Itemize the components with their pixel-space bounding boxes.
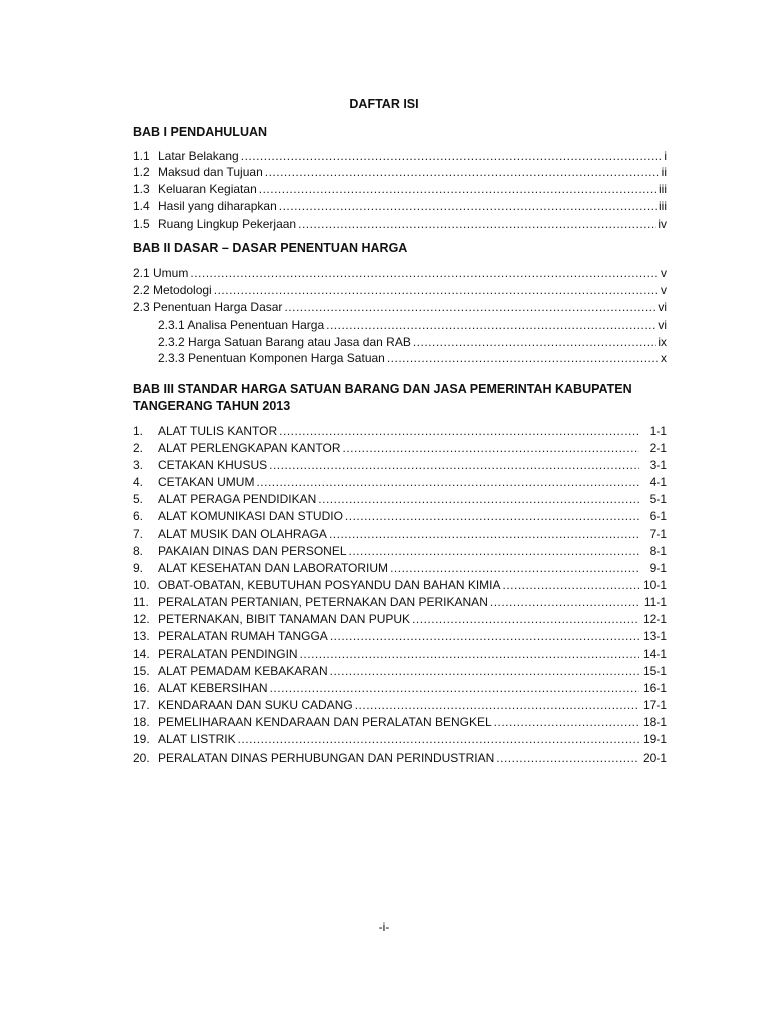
entry-page: 5-1 bbox=[649, 492, 667, 506]
entry-label: PAKAIAN DINAS DAN PERSONEL bbox=[158, 544, 347, 558]
entry-label: OBAT-OBATAN, KEBUTUHAN POSYANDU DAN BAHAN KIMIA bbox=[158, 578, 501, 592]
toc-entry[interactable] bbox=[133, 663, 667, 679]
entry-page: iv bbox=[658, 217, 667, 231]
leader-dots bbox=[496, 750, 639, 766]
entry-page: 13-1 bbox=[642, 629, 667, 643]
entry-label: PEMELIHARAAN KENDARAAN DAN PERALATAN BENGKEL bbox=[158, 715, 492, 729]
entry-label: KENDARAAN DAN SUKU CADANG bbox=[158, 698, 353, 712]
entry-page: ix bbox=[658, 335, 667, 349]
toc-entry[interactable] bbox=[133, 299, 667, 315]
leader-dots bbox=[412, 611, 639, 627]
entry-page: 9-1 bbox=[649, 561, 667, 575]
entry-number: 2. bbox=[133, 441, 144, 455]
entry-label: ALAT KESEHATAN DAN LABORATORIUM bbox=[158, 561, 389, 575]
leader-dots bbox=[300, 646, 639, 662]
leader-dots bbox=[490, 594, 639, 610]
entry-page: 20-1 bbox=[642, 751, 667, 765]
entry-number: 3. bbox=[133, 458, 144, 472]
entry-page: 8-1 bbox=[649, 544, 667, 558]
entry-label: Ruang Lingkup Pekerjaan bbox=[158, 217, 297, 231]
entry-number: 9. bbox=[133, 561, 144, 575]
entry-page: 12-1 bbox=[642, 612, 667, 626]
entry-page: 11-1 bbox=[643, 595, 667, 609]
entry-page: 15-1 bbox=[642, 664, 667, 678]
entry-page: 1-1 bbox=[649, 424, 667, 438]
leader-dots bbox=[241, 148, 663, 164]
toc-subentry[interactable] bbox=[158, 350, 667, 366]
toc-entry[interactable] bbox=[133, 750, 667, 766]
toc-entry[interactable] bbox=[133, 440, 667, 456]
entry-number: 15. bbox=[133, 664, 150, 678]
entry-label: CETAKAN KHUSUS bbox=[158, 458, 268, 472]
toc-entry[interactable] bbox=[133, 526, 667, 542]
leader-dots bbox=[318, 491, 639, 507]
entry-page: v bbox=[661, 283, 667, 297]
entry-label: 2.2 Metodologi bbox=[133, 283, 212, 297]
page-number-footer: -i- bbox=[378, 920, 390, 934]
leader-dots bbox=[214, 282, 659, 298]
leader-dots bbox=[329, 526, 639, 542]
toc-entry[interactable] bbox=[133, 543, 667, 559]
entry-number: 1. bbox=[133, 424, 144, 438]
entry-page: iii bbox=[659, 199, 667, 213]
leader-dots bbox=[269, 457, 639, 473]
entry-page: iii bbox=[659, 182, 667, 196]
entry-page: 2-1 bbox=[649, 441, 667, 455]
bab1-heading: BAB I PENDAHULUAN bbox=[133, 125, 268, 139]
toc-entry[interactable] bbox=[133, 680, 667, 696]
entry-label: PERALATAN PERTANIAN, PETERNAKAN DAN PERIKANAN bbox=[158, 595, 488, 609]
toc-entry[interactable] bbox=[133, 474, 667, 490]
entry-label: ALAT TULIS KANTOR bbox=[158, 424, 278, 438]
entry-number: 10. bbox=[133, 578, 150, 592]
toc-entry[interactable] bbox=[133, 628, 667, 644]
entry-page: 4-1 bbox=[649, 475, 667, 489]
entry-page: 6-1 bbox=[649, 509, 667, 523]
page-title: DAFTAR ISI bbox=[349, 97, 419, 111]
entry-label: 2.3 Penentuan Harga Dasar bbox=[133, 300, 283, 314]
leader-dots bbox=[190, 265, 659, 281]
toc-entry[interactable] bbox=[133, 508, 667, 524]
toc-entry[interactable] bbox=[133, 491, 667, 507]
toc-entry[interactable] bbox=[133, 457, 667, 473]
entry-number: 18. bbox=[133, 715, 150, 729]
entry-label: 2.1 Umum bbox=[133, 266, 189, 280]
leader-dots bbox=[238, 731, 639, 747]
entry-number: 5. bbox=[133, 492, 144, 506]
entry-page: i bbox=[664, 149, 667, 163]
entry-number: 20. bbox=[133, 751, 150, 765]
leader-dots bbox=[355, 697, 639, 713]
leader-dots bbox=[387, 350, 659, 366]
leader-dots bbox=[413, 334, 656, 350]
entry-label: Maksud dan Tujuan bbox=[158, 165, 263, 179]
toc-entry[interactable] bbox=[133, 423, 667, 439]
entry-label: PERALATAN RUMAH TANGGA bbox=[158, 629, 328, 643]
entry-label: ALAT PEMADAM KEBAKARAN bbox=[158, 664, 328, 678]
toc-entry[interactable] bbox=[133, 181, 667, 197]
toc-entry[interactable] bbox=[133, 594, 667, 610]
toc-entry[interactable] bbox=[133, 577, 667, 593]
entry-number: 11. bbox=[133, 595, 149, 609]
bab3-heading-line1: BAB III STANDAR HARGA SATUAN BARANG DAN JASA PEMERINTAH KABUPATEN bbox=[133, 382, 632, 396]
entry-label: ALAT KOMUNIKASI DAN STUDIO bbox=[158, 509, 343, 523]
entry-number: 13. bbox=[133, 629, 150, 643]
leader-dots bbox=[390, 560, 639, 576]
leader-dots bbox=[330, 663, 639, 679]
entry-number: 16. bbox=[133, 681, 150, 695]
entry-label: ALAT KEBERSIHAN bbox=[158, 681, 268, 695]
entry-page: 10-1 bbox=[642, 578, 667, 592]
entry-page: v bbox=[661, 266, 667, 280]
entry-number: 14. bbox=[133, 647, 150, 661]
leader-dots bbox=[494, 714, 639, 730]
entry-label: 2.3.2 Harga Satuan Barang atau Jasa dan RAB bbox=[158, 335, 411, 349]
entry-label: Latar Belakang bbox=[158, 149, 239, 163]
entry-label: Keluaran Kegiatan bbox=[158, 182, 257, 196]
entry-number: 8. bbox=[133, 544, 144, 558]
toc-entry[interactable] bbox=[133, 164, 667, 180]
bab2-heading: BAB II DASAR – DASAR PENENTUAN HARGA bbox=[133, 241, 408, 255]
entry-page: 7-1 bbox=[649, 527, 667, 541]
entry-page: ii bbox=[661, 165, 667, 179]
leader-dots bbox=[279, 423, 639, 439]
toc-entry[interactable] bbox=[133, 697, 667, 713]
toc-entry[interactable] bbox=[133, 560, 667, 576]
leader-dots bbox=[284, 299, 656, 315]
entry-label: Hasil yang diharapkan bbox=[158, 199, 277, 213]
toc-entry[interactable] bbox=[133, 216, 667, 232]
entry-label: PERALATAN DINAS PERHUBUNGAN DAN PERINDUSTRIAN bbox=[158, 751, 495, 765]
entry-page: 3-1 bbox=[649, 458, 667, 472]
toc-entry[interactable] bbox=[133, 731, 667, 747]
entry-page: 19-1 bbox=[642, 732, 667, 746]
leader-dots bbox=[326, 317, 656, 333]
entry-number: 6. bbox=[133, 509, 144, 523]
entry-label: ALAT MUSIK DAN OLAHRAGA bbox=[158, 527, 327, 541]
entry-page: x bbox=[661, 351, 667, 365]
entry-label: ALAT PERLENGKAPAN KANTOR bbox=[158, 441, 341, 455]
entry-number: 1.2 bbox=[133, 165, 150, 179]
toc-entry[interactable] bbox=[133, 265, 667, 281]
leader-dots bbox=[349, 543, 640, 559]
entry-number: 4. bbox=[133, 475, 144, 489]
leader-dots bbox=[265, 164, 660, 180]
leader-dots bbox=[330, 628, 639, 644]
entry-page: 16-1 bbox=[642, 681, 667, 695]
leader-dots bbox=[298, 216, 656, 232]
leader-dots bbox=[345, 508, 639, 524]
entry-number: 1.5 bbox=[133, 217, 150, 231]
entry-page: vi bbox=[658, 318, 667, 332]
toc-entry[interactable] bbox=[133, 198, 667, 214]
bab3-heading-line2: TANGERANG TAHUN 2013 bbox=[133, 399, 291, 413]
entry-page: 17-1 bbox=[642, 698, 667, 712]
entry-label: PERALATAN PENDINGIN bbox=[158, 647, 298, 661]
entry-label: PETERNAKAN, BIBIT TANAMAN DAN PUPUK bbox=[158, 612, 411, 626]
leader-dots bbox=[259, 181, 657, 197]
toc-entry[interactable] bbox=[133, 148, 667, 164]
toc-entry[interactable] bbox=[133, 611, 667, 627]
leader-dots bbox=[503, 577, 640, 593]
entry-label: CETAKAN UMUM bbox=[158, 475, 255, 489]
toc-subentry[interactable] bbox=[158, 317, 667, 333]
toc-entry[interactable] bbox=[133, 282, 667, 298]
bab3-heading bbox=[133, 381, 673, 415]
entry-number: 12. bbox=[133, 612, 150, 626]
leader-dots bbox=[279, 198, 657, 214]
toc-subentry[interactable] bbox=[158, 334, 667, 350]
entry-number: 19. bbox=[133, 732, 150, 746]
leader-dots bbox=[256, 474, 639, 490]
entry-number: 1.1 bbox=[133, 149, 150, 163]
toc-entry[interactable] bbox=[133, 646, 667, 662]
entry-number: 17. bbox=[133, 698, 150, 712]
leader-dots bbox=[343, 440, 639, 456]
entry-label: ALAT LISTRIK bbox=[158, 732, 236, 746]
toc-entry[interactable] bbox=[133, 714, 667, 730]
entry-page: vi bbox=[658, 300, 667, 314]
leader-dots bbox=[270, 680, 639, 696]
entry-number: 1.3 bbox=[133, 182, 150, 196]
entry-number: 1.4 bbox=[133, 199, 150, 213]
entry-label: 2.3.1 Analisa Penentuan Harga bbox=[158, 318, 325, 332]
entry-page: 14-1 bbox=[642, 647, 667, 661]
entry-page: 18-1 bbox=[642, 715, 667, 729]
entry-label: ALAT PERAGA PENDIDIKAN bbox=[158, 492, 317, 506]
entry-label: 2.3.3 Penentuan Komponen Harga Satuan bbox=[158, 351, 385, 365]
entry-number: 7. bbox=[133, 527, 144, 541]
